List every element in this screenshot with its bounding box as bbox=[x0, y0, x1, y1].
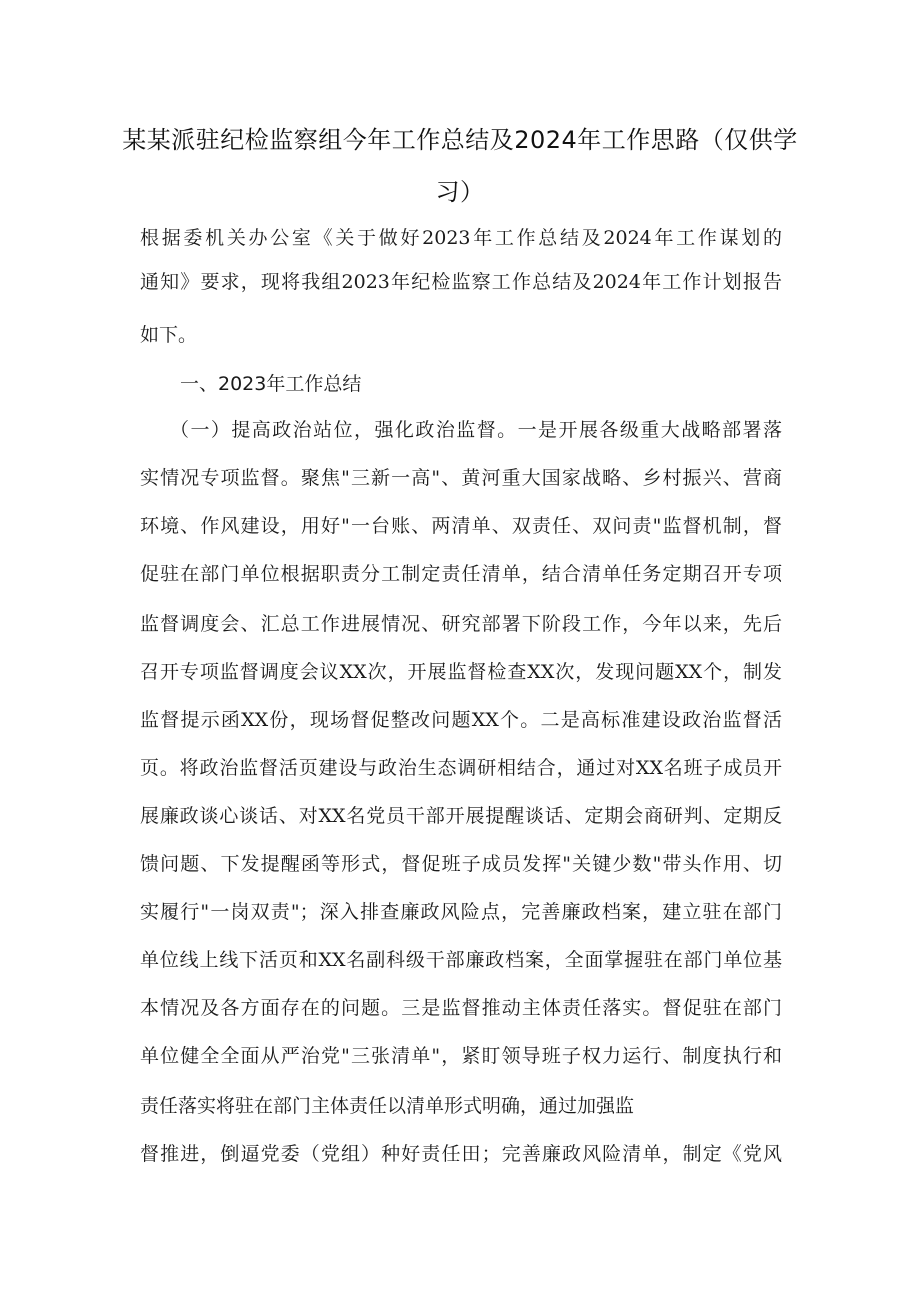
body-line-15: 责任落实将驻在部门主体责任以清单形式明确，通过加强监 bbox=[140, 1095, 635, 1117]
body-line-14: 单位健全全面从严治党"三张清单"，紧盯领导班子权力运行、制度执行和 bbox=[140, 1045, 782, 1067]
body-line-7: 监督提示函XX份，现场督促整改问题XX个。二是高标准建设政治监督活 bbox=[140, 709, 782, 731]
document-title-line-2: 习） bbox=[435, 178, 485, 206]
body-line-16: 督推进，倒逼党委（党组）种好责任田；完善廉政风险清单，制定《党风 bbox=[140, 1143, 782, 1165]
body-line-3: 环境、作风建设，用好"一台账、两清单、双责任、双问责"监督机制，督 bbox=[140, 515, 782, 537]
intro-line-1: 根据委机关办公室《关于做好2023年工作总结及2024年工作谋划的 bbox=[140, 227, 782, 249]
body-line-6: 召开专项监督调度会议XX次，开展监督检查XX次，发现问题XX个，制发 bbox=[140, 661, 782, 683]
body-line-2: 实情况专项监督。聚焦"三新一高"、黄河重大国家战略、乡村振兴、营商 bbox=[140, 467, 782, 489]
body-line-11: 实履行"一岗双责"；深入排查廉政风险点，完善廉政档案，建立驻在部门 bbox=[140, 901, 782, 923]
body-line-12: 单位线上线下活页和XX名副科级干部廉政档案，全面掌握驻在部门单位基 bbox=[140, 949, 782, 971]
body-line-13: 本情况及各方面存在的问题。三是监督推动主体责任落实。督促驻在部门 bbox=[140, 997, 782, 1019]
body-line-4: 促驻在部门单位根据职责分工制定责任清单，结合清单任务定期召开专项 bbox=[140, 563, 782, 585]
body-line-8: 页。将政治监督活页建设与政治生态调研相结合，通过对XX名班子成员开 bbox=[140, 757, 782, 779]
intro-line-2: 通知》要求，现将我组2023年纪检监察工作总结及2024年工作计划报告 bbox=[140, 271, 782, 293]
body-line-10: 馈问题、下发提醒函等形式，督促班子成员发挥"关键少数"带头作用、切 bbox=[140, 853, 782, 875]
section-heading: 一、2023年工作总结 bbox=[180, 373, 362, 395]
document-title-line-1: 某某派驻纪检监察组今年工作总结及2024年工作思路（仅供学 bbox=[122, 126, 798, 154]
body-line-1: （一）提高政治站位，强化政治监督。一是开展各级重大战略部署落 bbox=[170, 419, 782, 441]
body-line-5: 监督调度会、汇总工作进展情况、研究部署下阶段工作，今年以来，先后 bbox=[140, 613, 782, 635]
intro-line-3: 如下。 bbox=[140, 324, 198, 346]
body-line-9: 展廉政谈心谈话、对XX名党员干部开展提醒谈话、定期会商研判、定期反 bbox=[140, 805, 782, 827]
